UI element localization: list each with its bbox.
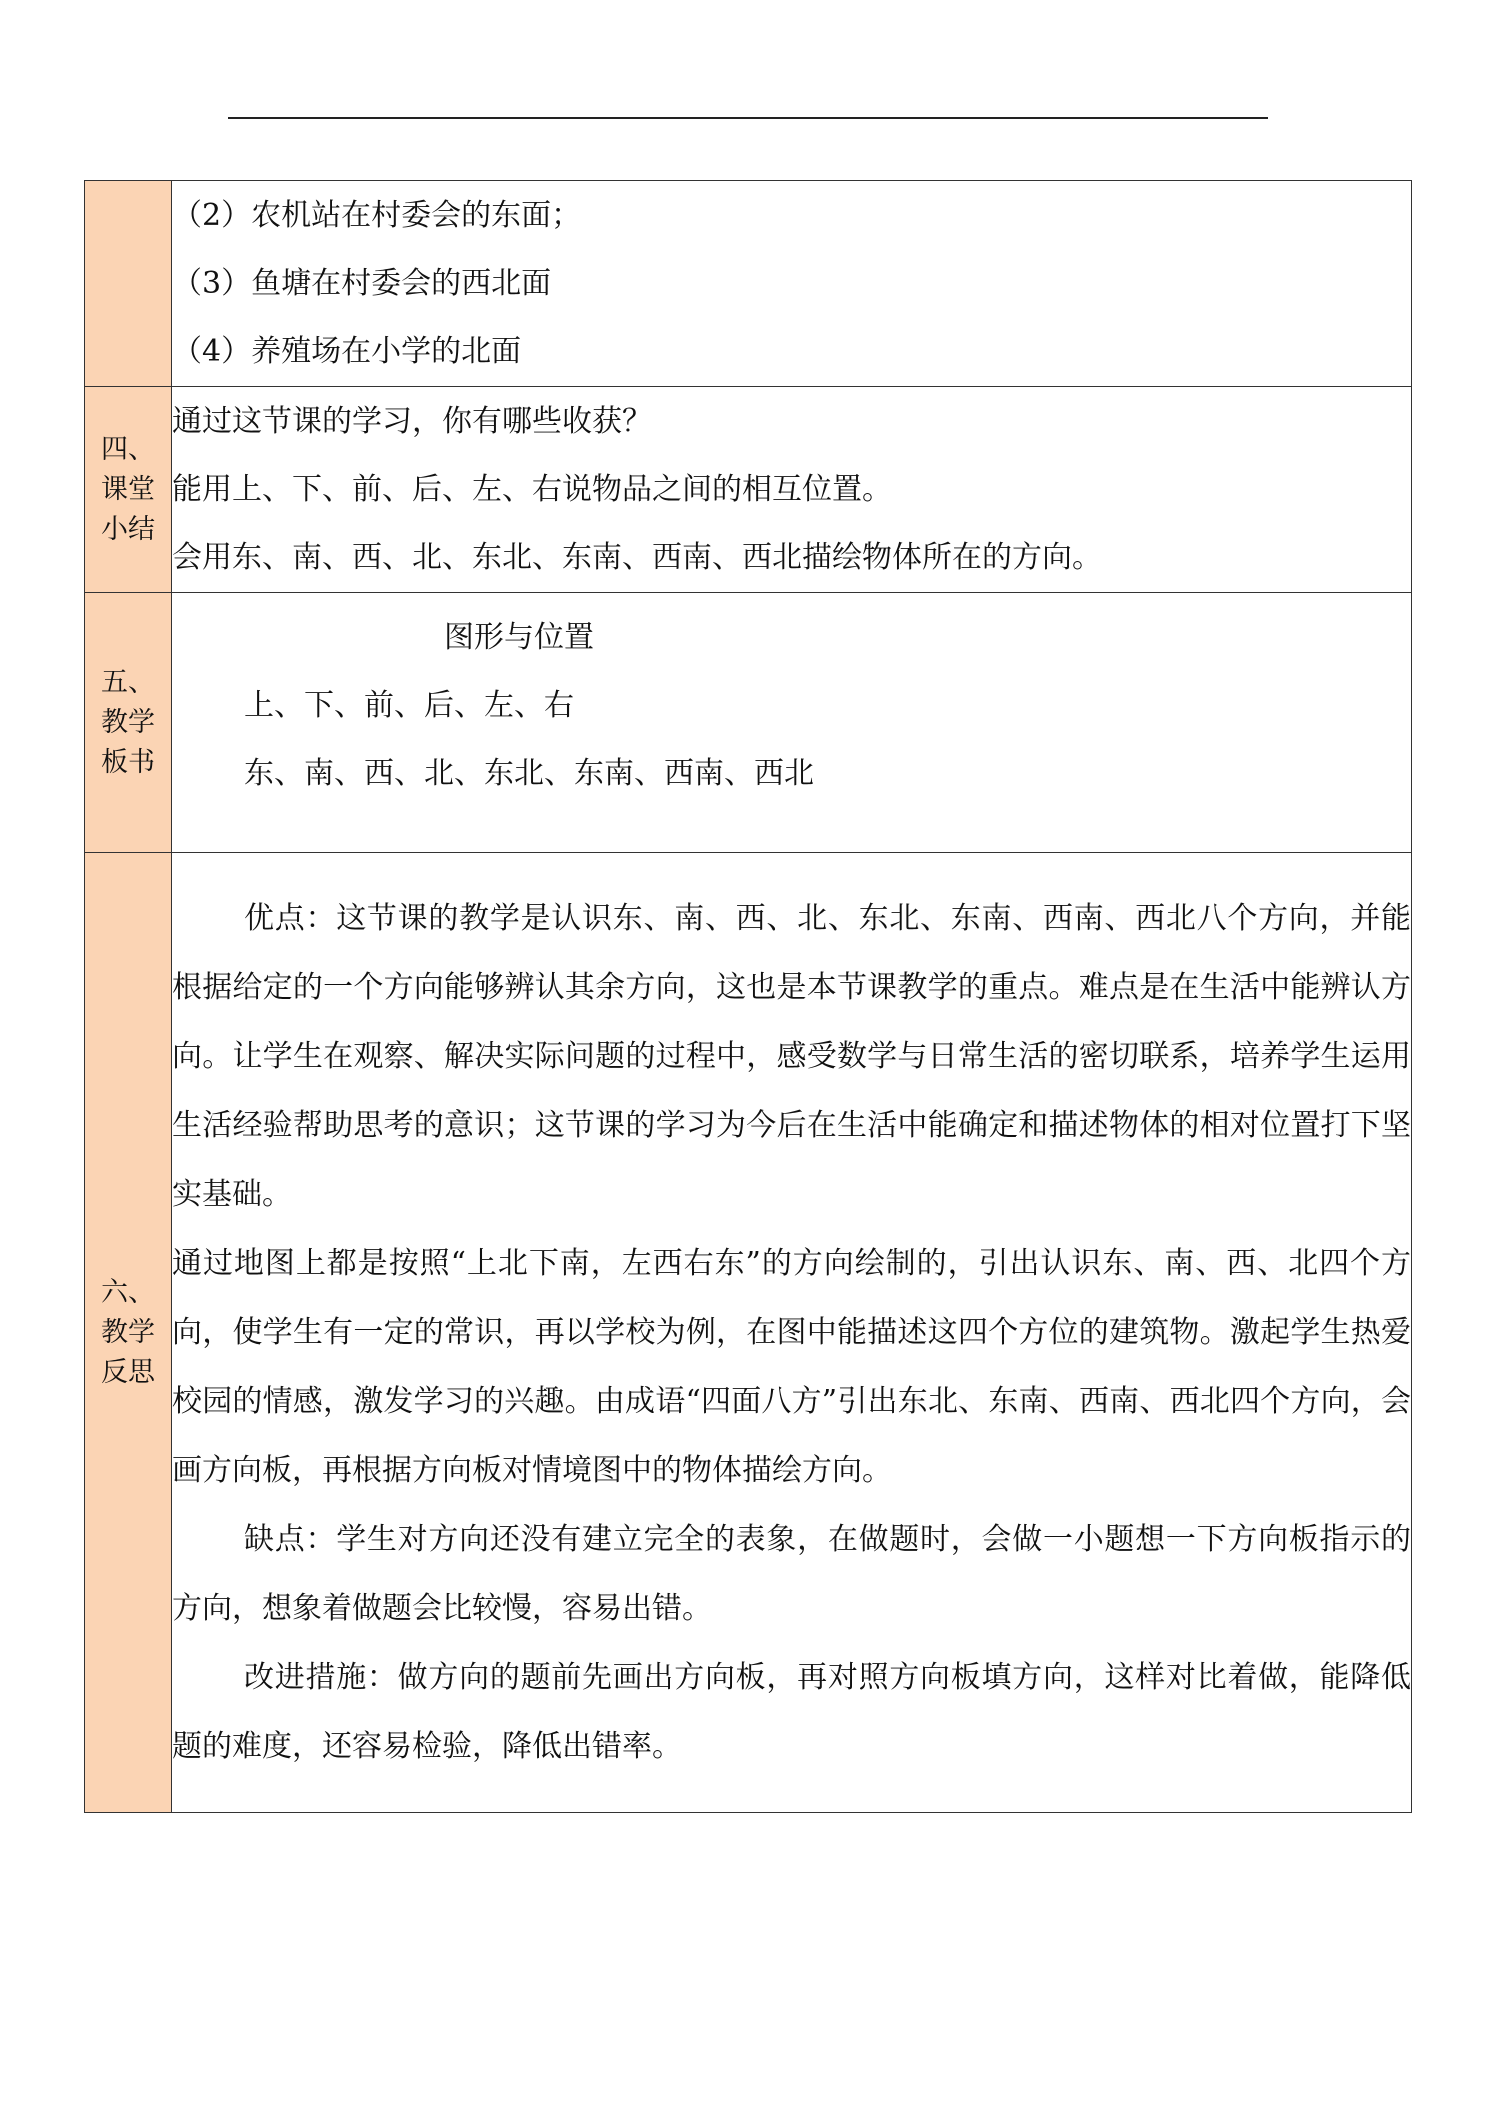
section-label-cell <box>85 387 172 593</box>
blackboard-title: 图形与位置 <box>444 619 594 655</box>
summary-line-1: 能用上、下、前、后、左、右说物品之间的相互位置。 <box>172 471 892 507</box>
lesson-plan-table <box>84 180 1412 1813</box>
reflection-weaknesses: 缺点：学生对方向还没有建立完全的表象，在做题时，会做一小题想一下方向板指示的方向，想象着做题会比较慢，容易出错。 <box>172 1522 1411 1626</box>
reflection-strengths: 优点：这节课的教学是认识东、南、西、北、东北、东南、西南、西北八个方向，并能根据给定的一个方向能够辨认其余方向，这也是本节课教学的重点。难点是在生活中能辨认方向。让学生在观察、解决实际问题的过程中，感受数学与日常生活的密切联系，培养学生运用生活经验帮助思考的意识；这节课的学习为今后在生活中能确定和描述物体的相对位置打下坚实基础。 <box>172 901 1411 1212</box>
section-content-blackboard <box>172 593 1412 853</box>
section-label-summary: 四、课堂小结 <box>101 433 155 545</box>
section-label-cell <box>85 853 172 1813</box>
answer-line-4: （4）养殖场在小学的北面 <box>172 333 522 369</box>
reflection-process: 通过地图上都是按照“上北下南，左西右东”的方向绘制的，引出认识东、南、西、北四个方向，使学生有一定的常识，再以学校为例，在图中能描述这四个方位的建筑物。激起学生热爱校园的情感，激发学习的兴趣。由成语“四面八方”引出东北、东南、西南、西北四个方向，会画方向板，再根据方向板对情境图中的物体描绘方向。 <box>172 1246 1411 1488</box>
table-row-summary <box>85 387 1412 593</box>
section-label-cell <box>85 181 172 387</box>
summary-line-2: 会用东、南、西、北、东北、东南、西南、西北描绘物体所在的方向。 <box>172 539 1102 575</box>
blackboard-line-2: 东、南、西、北、东北、东南、西南、西北 <box>244 755 814 791</box>
table-row-continuation <box>85 181 1412 387</box>
section-label-blackboard: 五、教学板书 <box>101 666 155 778</box>
section-label-cell <box>85 593 172 853</box>
section-content-reflection <box>172 853 1412 1813</box>
section-content-summary <box>172 387 1412 593</box>
table-row-reflection <box>85 853 1412 1813</box>
header-rule <box>228 117 1268 119</box>
section-label-reflection: 六、教学反思 <box>101 1276 155 1388</box>
answer-line-2: （2）农机站在村委会的东面； <box>172 197 582 233</box>
summary-question: 通过这节课的学习，你有哪些收获？ <box>172 403 652 439</box>
reflection-improvements: 改进措施：做方向的题前先画出方向板，再对照方向板填方向，这样对比着做，能降低题的难度，还容易检验，降低出错率。 <box>172 1660 1411 1764</box>
answer-line-3: （3）鱼塘在村委会的西北面 <box>172 265 552 301</box>
section-content-continuation <box>172 181 1412 387</box>
table-row-blackboard <box>85 593 1412 853</box>
blackboard-line-1: 上、下、前、后、左、右 <box>244 687 574 723</box>
